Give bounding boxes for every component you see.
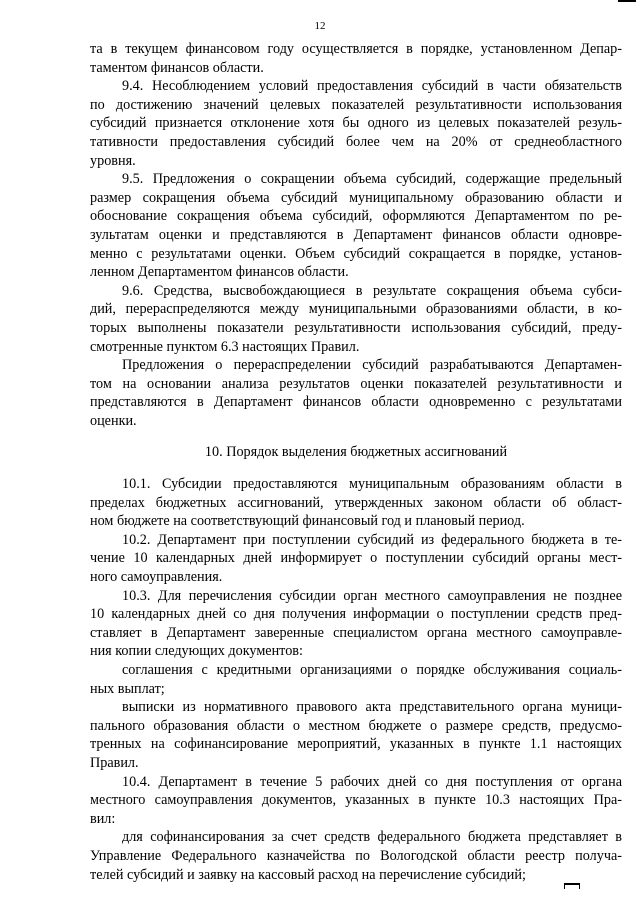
text-line: оценки. [90,412,137,429]
text-line: смотренные пунктом 6.3 настоящих Правил. [90,338,360,355]
text-line: менно с результатами оценки. Объем субсидий сокращается в порядке, установ- [90,245,622,262]
text-line: телей субсидий и заявку на кассовый расход на перечисление субсидий; [90,866,526,883]
text-line: ния копии следующих документов: [90,643,303,660]
text-line: обоснование сокращения объема субсидий, оформляются Департаментом по ре- [90,208,622,225]
text-line: том на основании анализа результатов оценки показателей результативности и [90,375,622,392]
text-line: 9.4. Несоблюдением условий предоставления субсидий в части обязательств [122,78,622,95]
text-line: торых выполнены показатели результативности использования субсидий, преду- [90,319,622,336]
text-line: субсидий признается отклонение хотя бы одного из целевых показателей резуль- [90,115,622,132]
corner-mark [618,0,636,2]
text-line: выписки из нормативного правового акта представительного органа муници- [122,699,622,716]
text-line: Правил. [90,754,139,771]
section-heading: 10. Порядок выделения бюджетных ассигнований [204,444,508,461]
text-line: та в текущем финансовом году осуществляется в порядке, установленном Депар- [90,41,622,57]
text-line: 10.1. Субсидии предоставляются муниципальным образованиям области в [122,476,622,493]
text-line: 10.3. Для перечисления субсидии орган местного самоуправления не позднее [122,587,622,604]
text-line: 10.4. Департамент в течение 5 рабочих дней со дня поступления от органа [122,773,622,790]
text-line: тренных на софинансирование мероприятий, указанных в пункте 1.1 настоящих [90,736,622,753]
text-line: тативности предоставления субсидий более чем на 20% от среднеобластного [90,133,622,150]
text-line: представляются в Департамент финансов области одновременно с результатами [90,394,622,411]
text-line: 9.6. Средства, высвобождающиеся в результате сокращения объема субси- [122,282,622,299]
text-line: пального образования области о местном бюджете о размере средств, предусмо- [90,717,622,734]
text-line: 10 календарных дней со дня получения информации о поступлении средств пред- [90,606,622,623]
text-line: Предложения о перераспределении субсидий разрабатываются Департамен- [122,357,622,374]
text-line: для софинансирования за счет средств федерального бюджета представляет в [122,829,622,846]
text-line: местного самоуправления документов, указанных в пункте 10.3 настоящих Пра- [90,792,622,809]
text-line: ставляет в Департамент заверенные специалистом органа местного самоуправле- [90,624,622,641]
text-line: дий, перераспределяются между муниципальными образованиями области, в ко- [90,301,622,318]
text-line: уровня. [90,152,136,169]
text-line: 9.5. Предложения о сокращении объема субсидий, содержащие предельный [122,171,622,188]
text-line: ленном Департаментом финансов области. [90,264,349,281]
text-line: по достижению значений целевых показателей результативности использования [90,96,622,113]
scan-mark [564,883,580,889]
document-body [90,40,622,884]
text-line: ного самоуправления. [90,569,223,586]
text-line: вил: [90,810,116,827]
text-line: 10.2. Департамент при поступлении субсидий из федерального бюджета в те- [122,531,622,548]
text-line: ном бюджете на соответствующий финансовый год и плановый период. [90,513,525,530]
text-line: размер сокращения объема субсидий муниципальному образованию области и [90,189,622,206]
text-line: зультатам оценки и представляются в Департамент финансов области одновре- [90,226,622,243]
text-line: пределах бюджетных ассигнований, утвержденных законом области об област- [90,494,622,511]
page-number: 12 [314,20,326,32]
text-line: чение 10 календарных дней информирует о поступлении субсидий органы мест- [90,550,622,567]
text-line: Управление Федерального казначейства по Вологодской области реестр получа- [90,847,622,864]
text-line: таментом финансов области. [90,59,264,76]
text-line: ных выплат; [90,680,165,697]
text-line: соглашения с кредитными организациями о порядке обслуживания социаль- [122,662,622,678]
